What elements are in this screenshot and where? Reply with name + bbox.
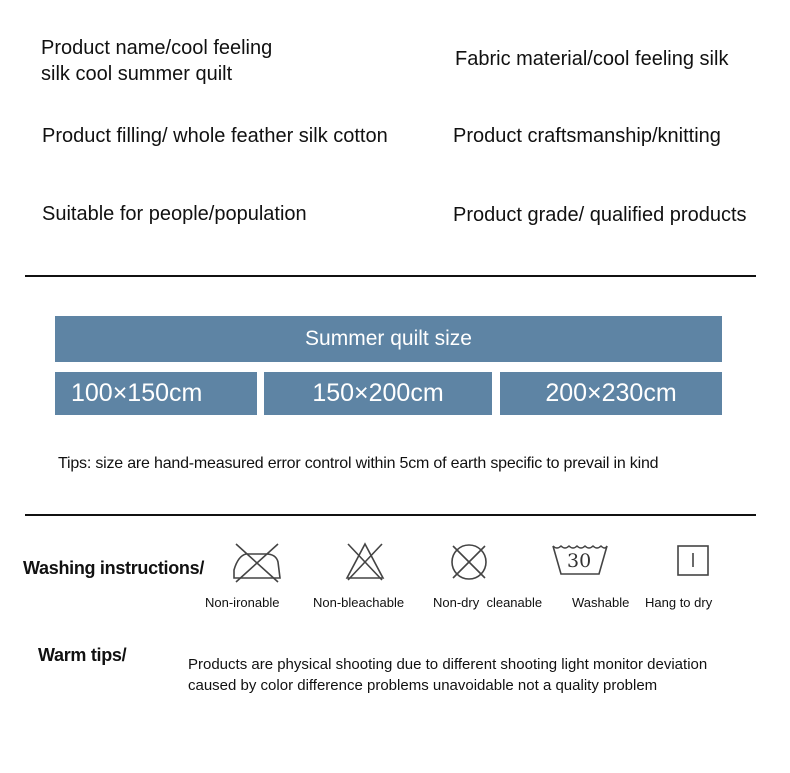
non-bleachable-icon <box>344 540 386 582</box>
hang-to-dry-label: Hang to dry <box>645 595 713 610</box>
suitable-for-spec: Suitable for people/population <box>42 203 307 225</box>
non-ironable-icon <box>228 540 284 584</box>
size-cell-large: 200×230cm <box>500 372 722 415</box>
product-name-spec <box>41 35 272 87</box>
non-dry-clean-icon <box>448 540 490 582</box>
size-cell-medium: 150×200cm <box>264 372 492 415</box>
product-name-line2: silk cool summer quilt <box>41 63 233 85</box>
size-table-title: Summer quilt size <box>55 316 722 362</box>
divider-top <box>25 275 756 277</box>
warm-tips-title: Warm tips/ <box>38 645 127 665</box>
washable-icon <box>551 542 609 578</box>
non-bleachable-label: Non-bleachable <box>313 595 405 610</box>
size-cell-small: 100×150cm <box>55 372 257 415</box>
divider-bottom <box>25 514 756 516</box>
non-dry-clean-label: Non-dry cleanable <box>433 595 543 610</box>
washing-instructions-title: Washing instructions/ <box>23 558 205 578</box>
warm-tips-line2: caused by color difference problems unavoidable not a quality problem <box>188 677 658 694</box>
product-name-line1: Product name/cool feeling <box>41 37 273 59</box>
fabric-material-spec: Fabric material/cool feeling silk <box>455 48 729 70</box>
product-filling-spec: Product filling/ whole feather silk cotton <box>42 125 388 147</box>
grade-spec: Product grade/ qualified products <box>453 204 747 226</box>
washable-label: Washable <box>572 595 630 610</box>
warm-tips-line1: Products are physical shooting due to different shooting light monitor deviation <box>188 656 708 673</box>
hang-to-dry-icon <box>677 545 709 577</box>
wash-temperature: 30 <box>567 550 592 572</box>
non-ironable-label: Non-ironable <box>205 595 280 610</box>
craftsmanship-spec: Product craftsmanship/knitting <box>453 125 721 147</box>
size-tips: Tips: size are hand-measured error control within 5cm of earth specific to prevail in kind <box>58 455 659 472</box>
